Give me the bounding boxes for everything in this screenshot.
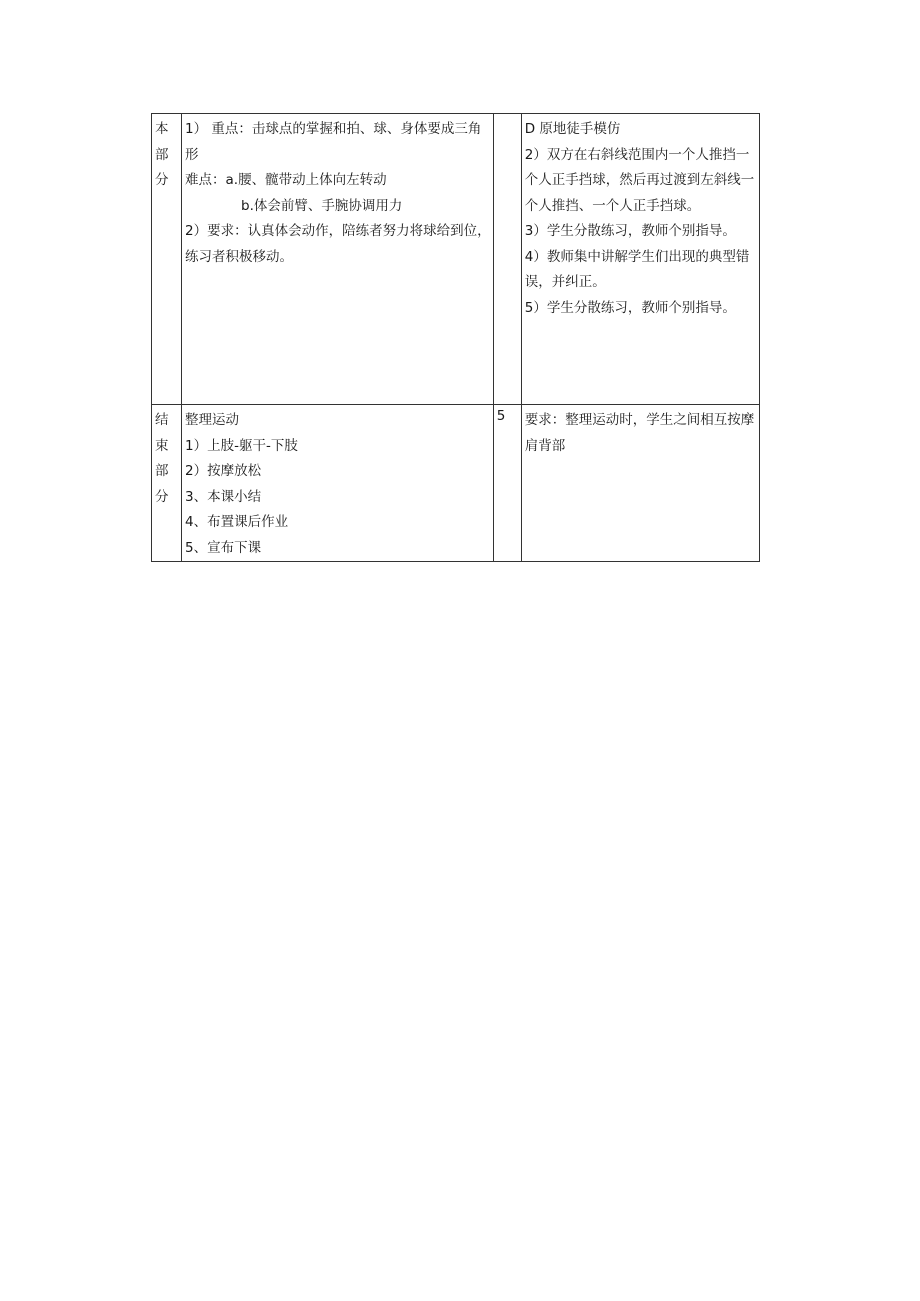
time-value: 5 — [496, 408, 506, 424]
method-step: 4）教师集中讲解学生们出现的典型错误，并纠正。 — [524, 248, 750, 290]
content-cell — [182, 405, 494, 562]
method-cell — [521, 405, 759, 562]
key-point-text: 1） 重点：击球点的掌握和拍、球、身体要成三角形 — [185, 121, 482, 163]
content-title: 整理运动 — [185, 412, 240, 428]
list-item: 5、宣布下课 — [185, 539, 262, 556]
difficulty-a-text: 难点：a.腰、髋带动上体向左转动 — [185, 172, 387, 188]
section-label: 本部分 — [155, 121, 169, 188]
list-item: 2）按摩放松 — [185, 463, 262, 479]
lesson-plan-table — [151, 113, 760, 562]
method-step: 要求：整理运动时，学生之间相互按摩肩背部 — [524, 412, 755, 454]
requirement-text: 2）要求：认真体会动作，陪练者努力将球给到位，练习者积极移动。 — [185, 223, 491, 265]
list-item: 1）上肢-躯干-下肢 — [185, 437, 298, 454]
section-label: 结束部分 — [155, 412, 169, 505]
table-row — [152, 114, 760, 405]
list-item: 4、布置课后作业 — [185, 514, 289, 530]
method-step: 3）学生分散练习，教师个别指导。 — [524, 223, 736, 239]
section-cell — [152, 114, 182, 405]
section-cell — [152, 405, 182, 562]
method-step: D 原地徒手模仿 — [524, 121, 621, 137]
method-cell — [521, 114, 759, 405]
content-cell — [182, 114, 494, 405]
table-row — [152, 405, 760, 562]
difficulty-b-text: b.体会前臂、手腕协调用力 — [241, 197, 403, 214]
method-step: 2）双方在右斜线范围内一个人推挡一个人正手挡球，然后再过渡到左斜线一个人推挡、一个人正手挡球。 — [524, 146, 755, 214]
time-cell — [493, 114, 521, 405]
method-step: 5）学生分散练习，教师个别指导。 — [524, 299, 736, 316]
list-item: 3、本课小结 — [185, 488, 262, 505]
time-cell — [493, 405, 521, 562]
